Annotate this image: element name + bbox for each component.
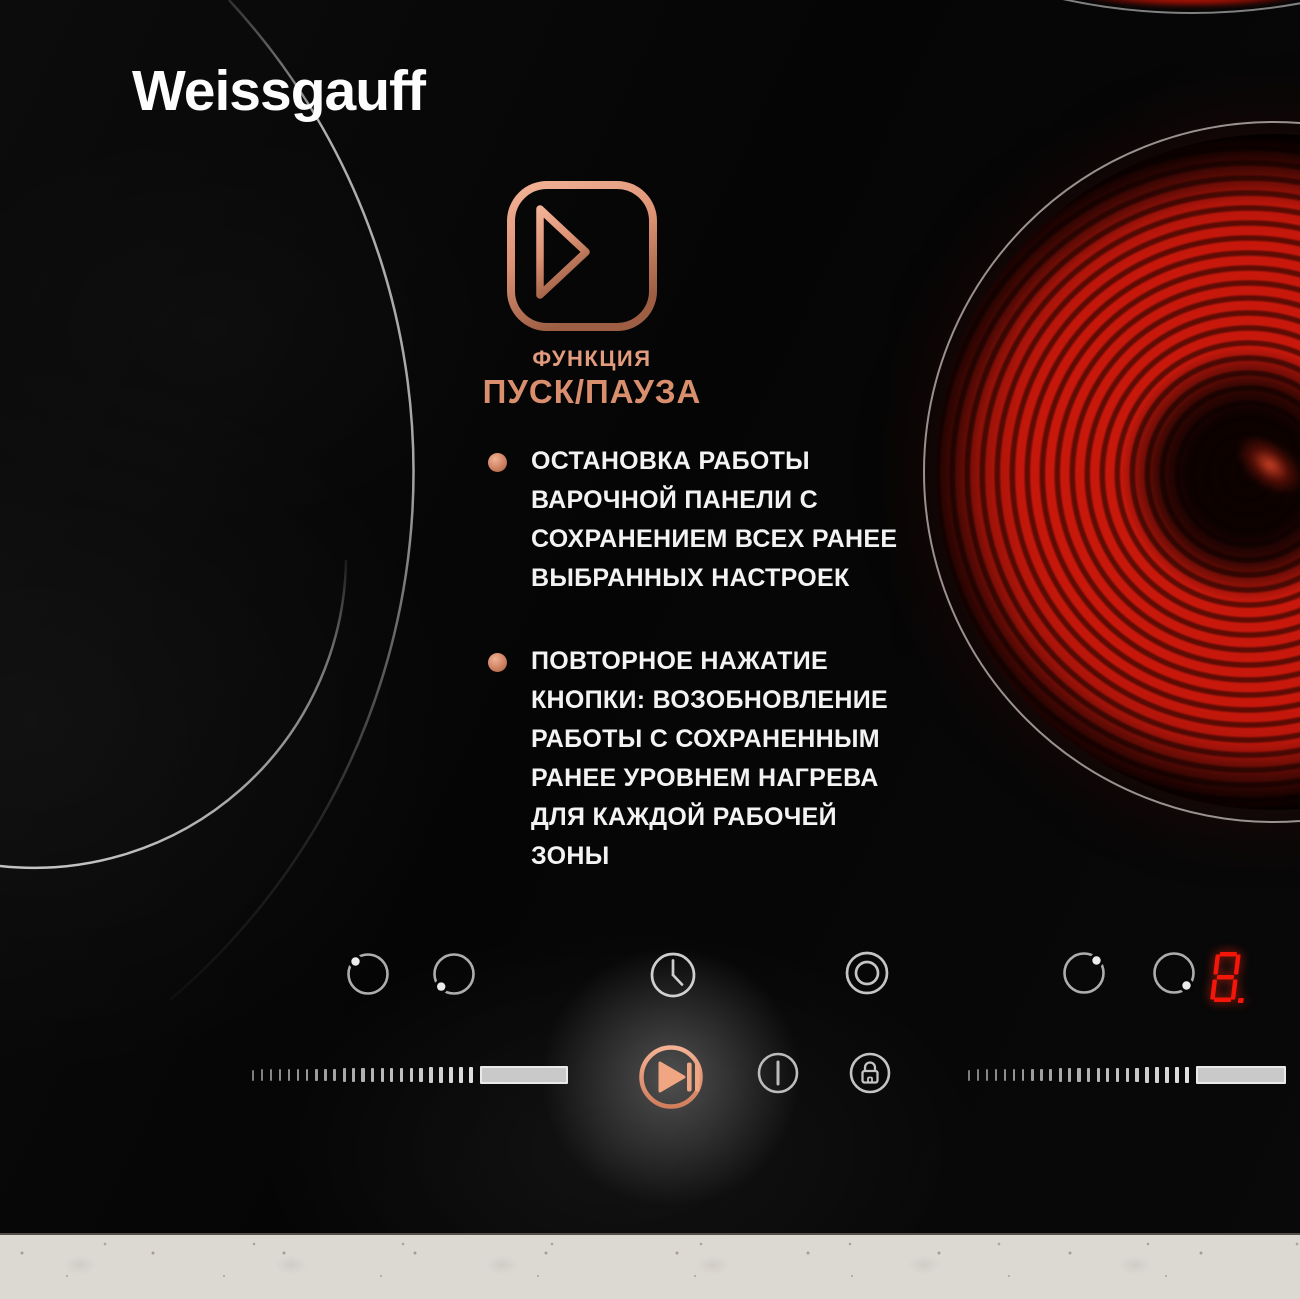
zone-select-front-left-icon[interactable] xyxy=(431,951,477,997)
slider-ticks[interactable] xyxy=(968,1067,1189,1083)
play-pause-outline-icon xyxy=(506,180,658,332)
feature-title: ПУСК/ПАУЗА xyxy=(482,373,702,410)
dual-zone-icon[interactable] xyxy=(843,949,891,997)
burner-top-right-ring xyxy=(590,0,1300,14)
bullet-text-1 xyxy=(531,442,911,598)
bullet-line: ОСТАНОВКА РАБОТЫ xyxy=(531,447,810,475)
play-pause-button[interactable] xyxy=(637,1043,705,1111)
power-button[interactable] xyxy=(756,1051,800,1095)
slider-ticks[interactable] xyxy=(252,1067,473,1083)
bullet-dot xyxy=(488,653,507,672)
zone-select-front-right-icon[interactable] xyxy=(1151,950,1197,996)
power-slider-right[interactable] xyxy=(968,1059,1286,1091)
burner-active-ring xyxy=(923,121,1300,823)
countertop-strip xyxy=(0,1233,1300,1299)
bullet-line: КНОПКИ: ВОЗОБНОВЛЕНИЕ xyxy=(531,686,888,714)
burner-center-glint xyxy=(1226,423,1300,506)
power-slider-left[interactable] xyxy=(252,1059,568,1091)
zone-select-rear-left-icon[interactable] xyxy=(345,951,391,997)
slider-level-bar[interactable] xyxy=(1196,1066,1286,1084)
lock-button[interactable] xyxy=(848,1051,892,1095)
burner-heating-coil xyxy=(936,134,1300,810)
bullet-line: РАНЕЕ УРОВНЕМ НАГРЕВА xyxy=(531,764,879,792)
bullet-line: ДЛЯ КАЖДОЙ РАБОЧЕЙ ЗОНЫ xyxy=(531,803,837,870)
brand-logo: Weissgauff xyxy=(132,59,426,123)
bullet-line: РАБОТЫ С СОХРАНЕННЫМ xyxy=(531,725,880,753)
zone-ring-large-left xyxy=(170,0,414,1000)
slider-level-bar[interactable] xyxy=(480,1066,568,1084)
power-level-display xyxy=(1208,951,1252,1005)
zone-select-rear-right-icon[interactable] xyxy=(1061,950,1107,996)
bullet-line: ВАРОЧНОЙ ПАНЕЛИ С xyxy=(531,486,818,514)
zone-ring-small-left xyxy=(0,560,346,868)
feature-kicker: ФУНКЦИЯ xyxy=(532,346,652,371)
bullet-dot xyxy=(488,453,507,472)
bullet-text-2 xyxy=(531,642,911,876)
bullet-line: СОХРАНЕНИЕМ ВСЕХ РАНЕЕ xyxy=(531,525,898,553)
bullet-line: ВЫБРАННЫХ НАСТРОЕК xyxy=(531,564,850,592)
bullet-line: ПОВТОРНОЕ НАЖАТИЕ xyxy=(531,647,828,675)
